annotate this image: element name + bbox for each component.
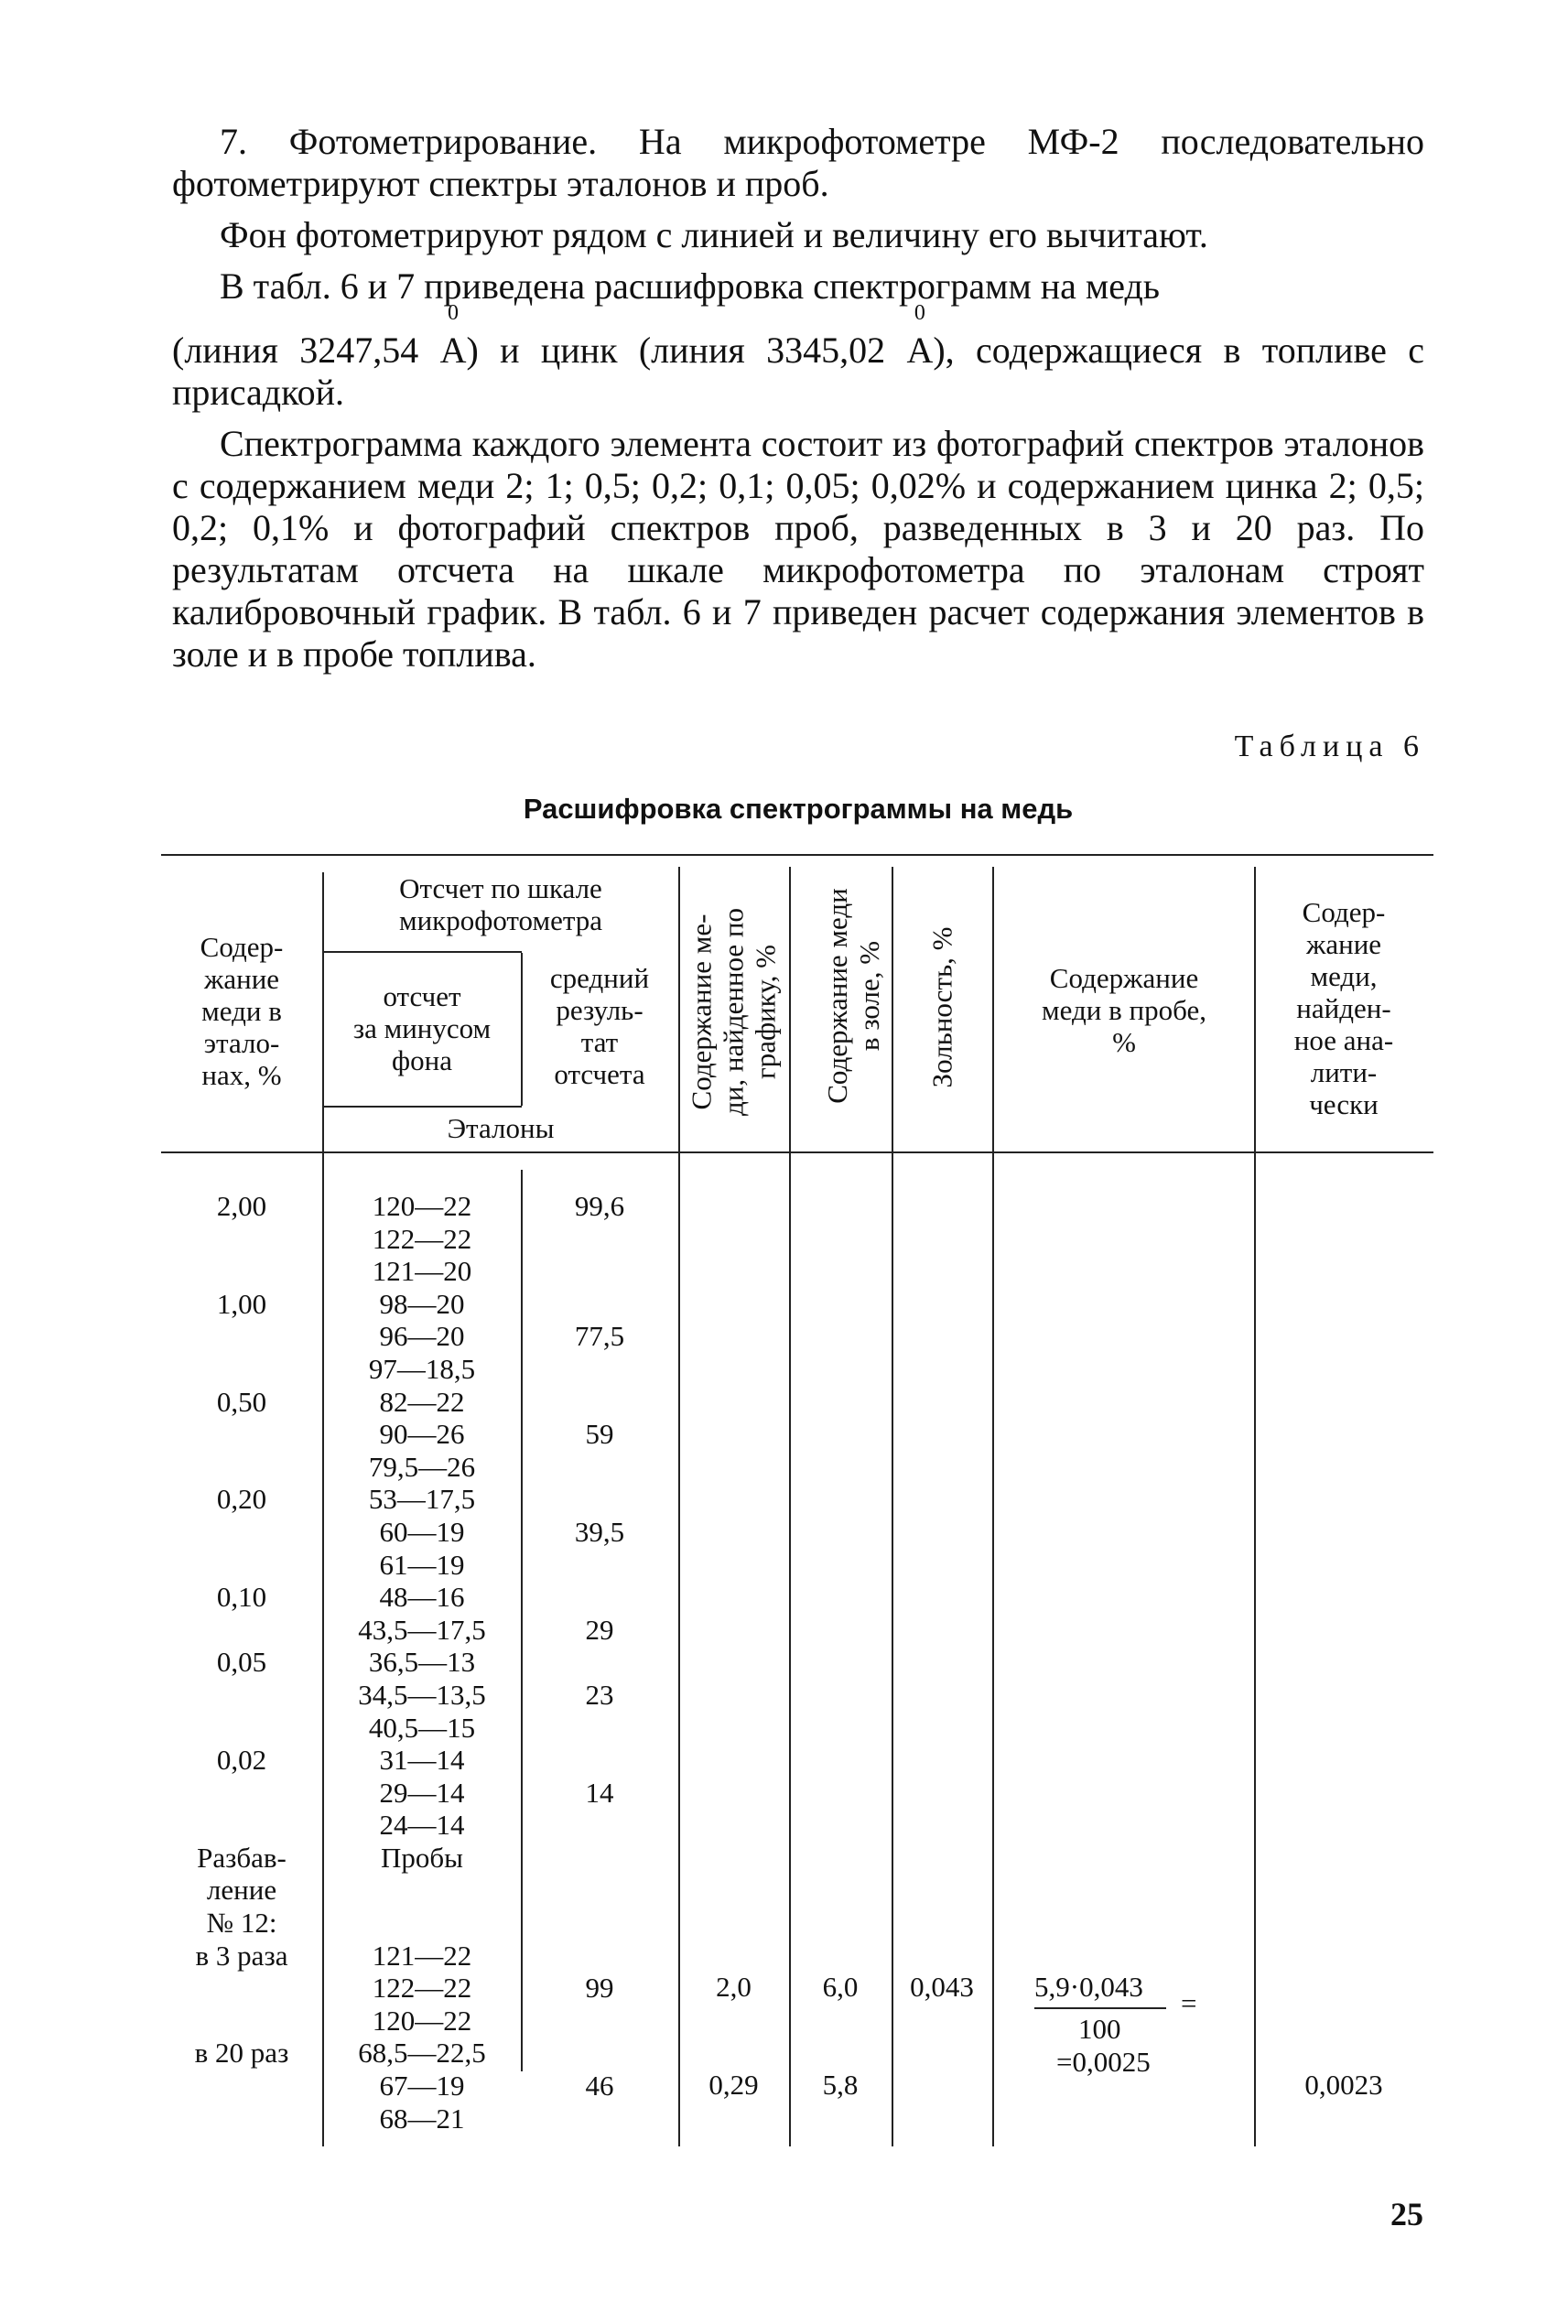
body-col-average: 99,6 77,5 59 39,5 29 23 14 99 46 xyxy=(574,1190,625,2102)
angstrom-symbol: 0 А xyxy=(439,301,467,371)
page-number: 25 xyxy=(1390,2196,1423,2232)
table-title: Расшифровка спектрограммы на медь xyxy=(523,793,1074,825)
formula-result: =0,0025 xyxy=(1056,2046,1151,2078)
body-col-graph: 2,0 0,29 xyxy=(708,1971,759,2101)
header-content-etalons: Содер- жание меди в этало- нах, % xyxy=(200,931,284,1091)
col-divider-5 xyxy=(892,867,893,2146)
body-col-readings: 120—22 122—22 121—20 98—20 96—20 97—18,5 82—22 90—26 79,5—26 53—17,5 60—19 61—19 48—16 43,5—17,5 36,5—13 34,5—13,5 40,5—15 31—14 29—14 24—14 Пробы 121—22 122—22 120—22 68,5—22,5 67—19 68—21 xyxy=(358,1190,486,2135)
header-in-sample: Содержание меди в пробе, % xyxy=(1042,962,1206,1058)
col-divider-4 xyxy=(789,867,791,2146)
paragraph-2: Фон фотометрируют рядом с линией и величину его вычитают. xyxy=(220,214,1208,255)
header-found-by-graph: Содержание ме- ди, найденное по графику, % xyxy=(685,908,782,1116)
paragraph-3: В табл. 6 и 7 приведена расшифровка спектрограмм на медь xyxy=(220,265,1161,307)
group-rule xyxy=(322,951,522,953)
formula-numerator: 5,9·0,043 xyxy=(1034,1971,1143,2003)
header-etalony: Эталоны xyxy=(447,1112,555,1144)
header-in-ash: Содержание меди в золе, % xyxy=(821,888,885,1104)
data-table xyxy=(161,854,1433,2146)
header-reading-group: Отсчет по шкале микрофотометра xyxy=(398,872,603,936)
header-ash-content: Зольность, % xyxy=(925,926,958,1088)
paragraph-1: 7. Фотометрирование. На микрофотометре МФ-2 последовательно фотометрируют спектры эталонов и проб. xyxy=(172,121,1424,204)
table-label: Таблица 6 xyxy=(1234,730,1425,763)
table-top-rule xyxy=(161,854,1433,856)
formula-denominator: 100 xyxy=(1078,2013,1121,2045)
fraction-bar xyxy=(1034,2007,1166,2009)
body-col-analytical: 0,0023 xyxy=(1304,2069,1383,2101)
angstrom-symbol-2: 0 А xyxy=(906,301,934,371)
body-col-zolnost: 0,043 xyxy=(910,1971,974,2003)
paragraph-4: Спектрограмма каждого элемента состоит из фотографий спектров эталонов с содержанием меди 2; 1; 0,5; 0,2; 0,1; 0,05; 0,02% и содержанием цинка 2; 0,5; 0,2; 0,1% и фотографий спектров проб, разведенных в 3 и 20 раз. По результатам отсчета на шкале микрофотометра по эталонам строят калибровочный график. В табл. 6 и 7 приведен расчет содержания элементов в золе и в пробе топлива. xyxy=(172,423,1424,675)
col-divider-6 xyxy=(992,867,994,2146)
header-bottom-rule xyxy=(161,1151,1433,1153)
paragraph-3-continued: (линия 3247,54 0 А) и цинк (линия 3345,02 0 А), содержащиеся в топливе с присадкой. xyxy=(172,301,1424,413)
body-text xyxy=(172,121,1424,685)
header-avg-result: средний резуль- тат отсчета xyxy=(549,962,650,1090)
body-col-ash: 6,0 5,8 xyxy=(822,1971,859,2101)
header-reading-minus-bg: отсчет за минусом фона xyxy=(352,980,492,1076)
etalony-rule xyxy=(322,1106,522,1108)
body-col-content: 2,00 1,00 0,50 0,20 0,10 0,05 0,02 Разбав- ление № 12: в 3 раза в 20 раз xyxy=(194,1190,289,2070)
formula-equals: = xyxy=(1181,1987,1197,2019)
col-divider-3 xyxy=(678,867,680,2146)
header-analytical: Содер- жание меди, найден- ное ана- лити- чески xyxy=(1293,896,1394,1120)
